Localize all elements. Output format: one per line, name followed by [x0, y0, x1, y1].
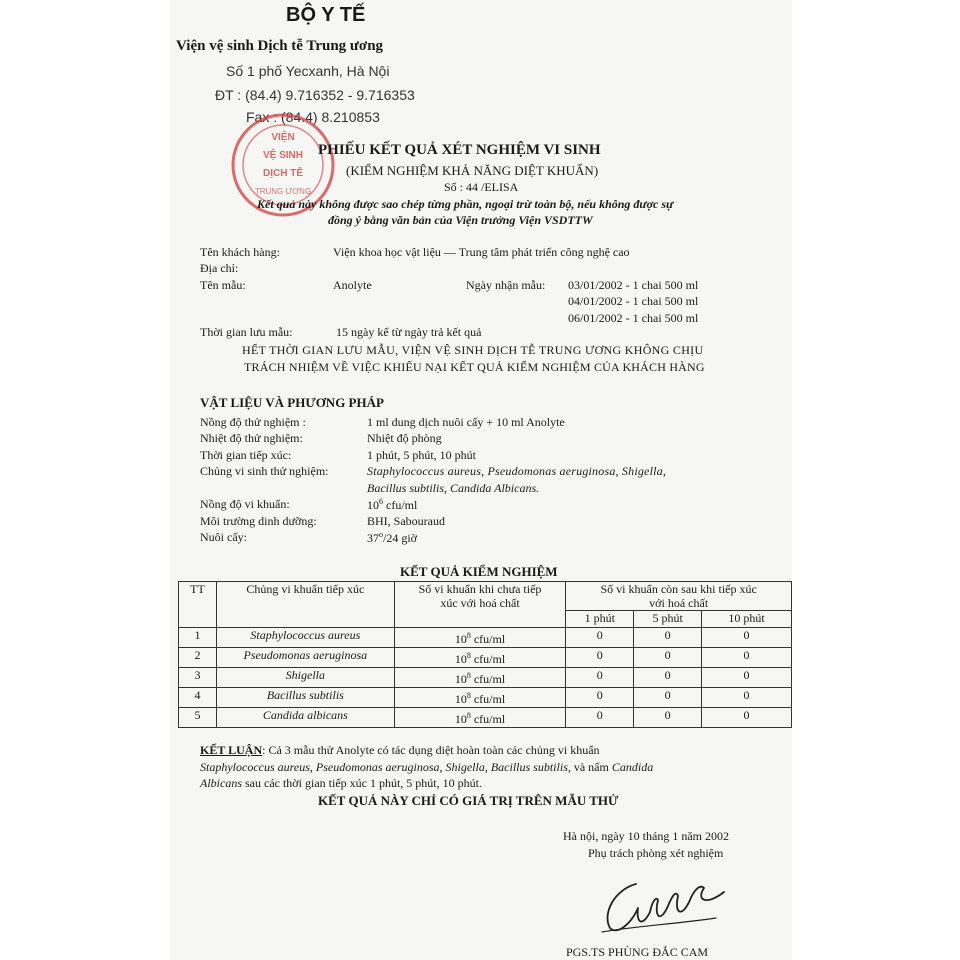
bacteria-conc-label: Nồng độ vi khuẩn: [200, 497, 290, 511]
cell-before: $10^8$ cfu/ml [394, 648, 566, 668]
cell-5min: 0 [634, 628, 702, 648]
conclusion-line-3: Albicans sau các thời gian tiếp xúc 1 phút, 5 phút, 10 phút. [200, 776, 482, 790]
sample-value: Anolyte [333, 278, 372, 292]
col-header-tt: TT [179, 582, 217, 628]
table-row [179, 688, 792, 708]
institute-name: Viện vệ sinh Dịch tễ Trung ương [176, 38, 384, 54]
cell-10min: 0 [702, 648, 792, 668]
stamp-line-4: TRUNG ƯƠNG [254, 187, 312, 196]
cell-5min: 0 [634, 688, 702, 708]
stamp-line-1: VIỆN [271, 132, 295, 143]
received-label: Ngày nhận mẫu: [466, 278, 546, 292]
table-row [179, 648, 792, 668]
conc-value: 1 ml dung dịch nuôi cấy + 10 ml Anolyte [367, 415, 565, 429]
institute-address: Số 1 phố Yecxanh, Hà Nội [226, 63, 390, 79]
cell-tt: 2 [179, 648, 217, 668]
cell-10min: 0 [702, 688, 792, 708]
stamp-line-2: VỆ SINH [262, 150, 304, 161]
cell-10min: 0 [702, 668, 792, 688]
culture-label: Nuôi cấy: [200, 530, 247, 544]
address-label: Địa chỉ: [200, 261, 239, 275]
received-entry-2: 04/01/2002 - 1 chai 500 ml [568, 294, 699, 308]
report-title: PHIẾU KẾT QUẢ XÉT NGHIỆM VI SINH [318, 142, 601, 158]
col-header-1min: 1 phút [566, 611, 634, 628]
table-row [179, 668, 792, 688]
cell-10min: 0 [702, 628, 792, 648]
cell-1min: 0 [566, 628, 634, 648]
cell-strain: Shigella [216, 668, 394, 688]
conclusion-label: KẾT LUẬN [200, 743, 263, 757]
media-value: BHI, Sabouraud [367, 514, 445, 528]
conc-label: Nồng độ thử nghiệm : [200, 415, 306, 429]
storage-warning-line-1: HẾT THỜI GIAN LƯU MẪU, VIỆN VỆ SINH DỊCH TỄ TRUNG ƯƠNG KHÔNG CHỊU [242, 343, 704, 357]
report-subtitle: (KIỂM NGHIỆM KHẢ NĂNG DIỆT KHUẨN) [346, 163, 599, 178]
cell-tt: 4 [179, 688, 217, 708]
copy-notice-line-1: Kết quả này không được sao chép từng phần, ngoại trừ toàn bộ, nếu không được sự [257, 197, 674, 211]
table-header-row [179, 582, 792, 611]
strains-label: Chủng vi sinh thử nghiệm: [200, 464, 329, 478]
strains-line-1: Staphylococcus aureus, Pseudomonas aeruginosa, Shigella, [367, 464, 667, 478]
cell-strain: Pseudomonas aeruginosa [216, 648, 394, 668]
methods-heading: VẬT LIỆU VÀ PHƯƠNG PHÁP [200, 395, 384, 410]
cell-5min: 0 [634, 708, 702, 728]
strains-line-2: Bacillus subtilis, Candida Albicans. [367, 481, 540, 495]
ministry-name: BỘ Y TẾ [286, 4, 366, 26]
cell-tt: 1 [179, 628, 217, 648]
conclusion-line-2: Staphylococcus aureus, Pseudomonas aeruginosa, Shigella, Bacillus subtilis, và nấm Candida [200, 760, 654, 774]
storage-label: Thời gian lưu mẫu: [200, 325, 293, 339]
cell-strain: Candida albicans [216, 708, 394, 728]
storage-value: 15 ngày kể từ ngày trả kết quả [336, 325, 482, 339]
received-entry-1: 03/01/2002 - 1 chai 500 ml [568, 278, 699, 292]
time-label: Thời gian tiếp xúc: [200, 448, 292, 462]
col-header-5min: 5 phút [634, 611, 702, 628]
signer-role: Phụ trách phòng xét nghiệm [588, 846, 724, 860]
received-entry-3: 06/01/2002 - 1 chai 500 ml [568, 311, 699, 325]
col-header-strain: Chủng vi khuẩn tiếp xúc [216, 582, 394, 628]
cell-strain: Bacillus subtilis [216, 688, 394, 708]
issue-date: Hà nội, ngày 10 tháng 1 năm 2002 [563, 829, 729, 843]
time-value: 1 phút, 5 phút, 10 phút [367, 448, 477, 462]
media-label: Môi trường dinh dưỡng: [200, 514, 317, 528]
temp-label: Nhiệt độ thử nghiệm: [200, 431, 303, 445]
report-number: Số : 44 /ELISA [444, 180, 519, 194]
institute-fax: Fax : (84.4) 8.210853 [246, 109, 380, 125]
customer-label: Tên khách hàng: [200, 245, 280, 259]
storage-warning-line-2: TRÁCH NHIỆM VỀ VIỆC KHIẾU NẠI KẾT QUẢ KIỂM NGHIỆM CỦA KHÁCH HÀNG [244, 360, 705, 374]
stamp-line-3: DỊCH TỄ [263, 168, 303, 179]
temp-value: Nhiệt độ phòng [367, 431, 442, 445]
table-row [179, 708, 792, 728]
customer-value: Viện khoa học vật liệu — Trung tâm phát triển công nghệ cao [333, 245, 630, 259]
table-row [179, 628, 792, 648]
signer-name: PGS.TS PHÙNG ĐẮC CAM [566, 945, 709, 959]
cell-before: $10^8$ cfu/ml [394, 668, 566, 688]
cell-before: $10^8$ cfu/ml [394, 628, 566, 648]
culture-value: 37$^o$/24 giờ [367, 530, 418, 545]
cell-5min: 0 [634, 668, 702, 688]
cell-before: $10^8$ cfu/ml [394, 708, 566, 728]
cell-1min: 0 [566, 668, 634, 688]
col-header-10min: 10 phút [702, 611, 792, 628]
results-heading: KẾT QUẢ KIỂM NGHIỆM [400, 564, 558, 579]
cell-strain: Staphylococcus aureus [216, 628, 394, 648]
validity-statement: KẾT QUẢ NÀY CHỈ CÓ GIÁ TRỊ TRÊN MẪU THỬ [318, 793, 619, 808]
col-header-before: Số vi khuẩn khi chưa tiếp xúc với hoá chất [394, 582, 566, 628]
cell-before: $10^8$ cfu/ml [394, 688, 566, 708]
conclusion-line-1: KẾT LUẬN: Cả 3 mẫu thử Anolyte có tác dụng diệt hoàn toàn các chủng vi khuẩn [200, 743, 600, 757]
results-table [178, 581, 792, 728]
institute-phone: ĐT : (84.4) 9.716352 - 9.716353 [215, 87, 415, 103]
cell-tt: 5 [179, 708, 217, 728]
cell-5min: 0 [634, 648, 702, 668]
cell-tt: 3 [179, 668, 217, 688]
cell-1min: 0 [566, 688, 634, 708]
copy-notice-line-2: đồng ý bằng văn bản của Viện trưởng Viện VSDTTW [328, 213, 593, 227]
cell-10min: 0 [702, 708, 792, 728]
sample-label: Tên mẫu: [200, 278, 246, 292]
col-header-after: Số vi khuẩn còn sau khi tiếp xúc với hoá chất [566, 582, 792, 611]
cell-1min: 0 [566, 648, 634, 668]
handwritten-signature [596, 866, 736, 938]
bacteria-conc-value: $10^6$ cfu/ml [367, 497, 418, 512]
cell-1min: 0 [566, 708, 634, 728]
